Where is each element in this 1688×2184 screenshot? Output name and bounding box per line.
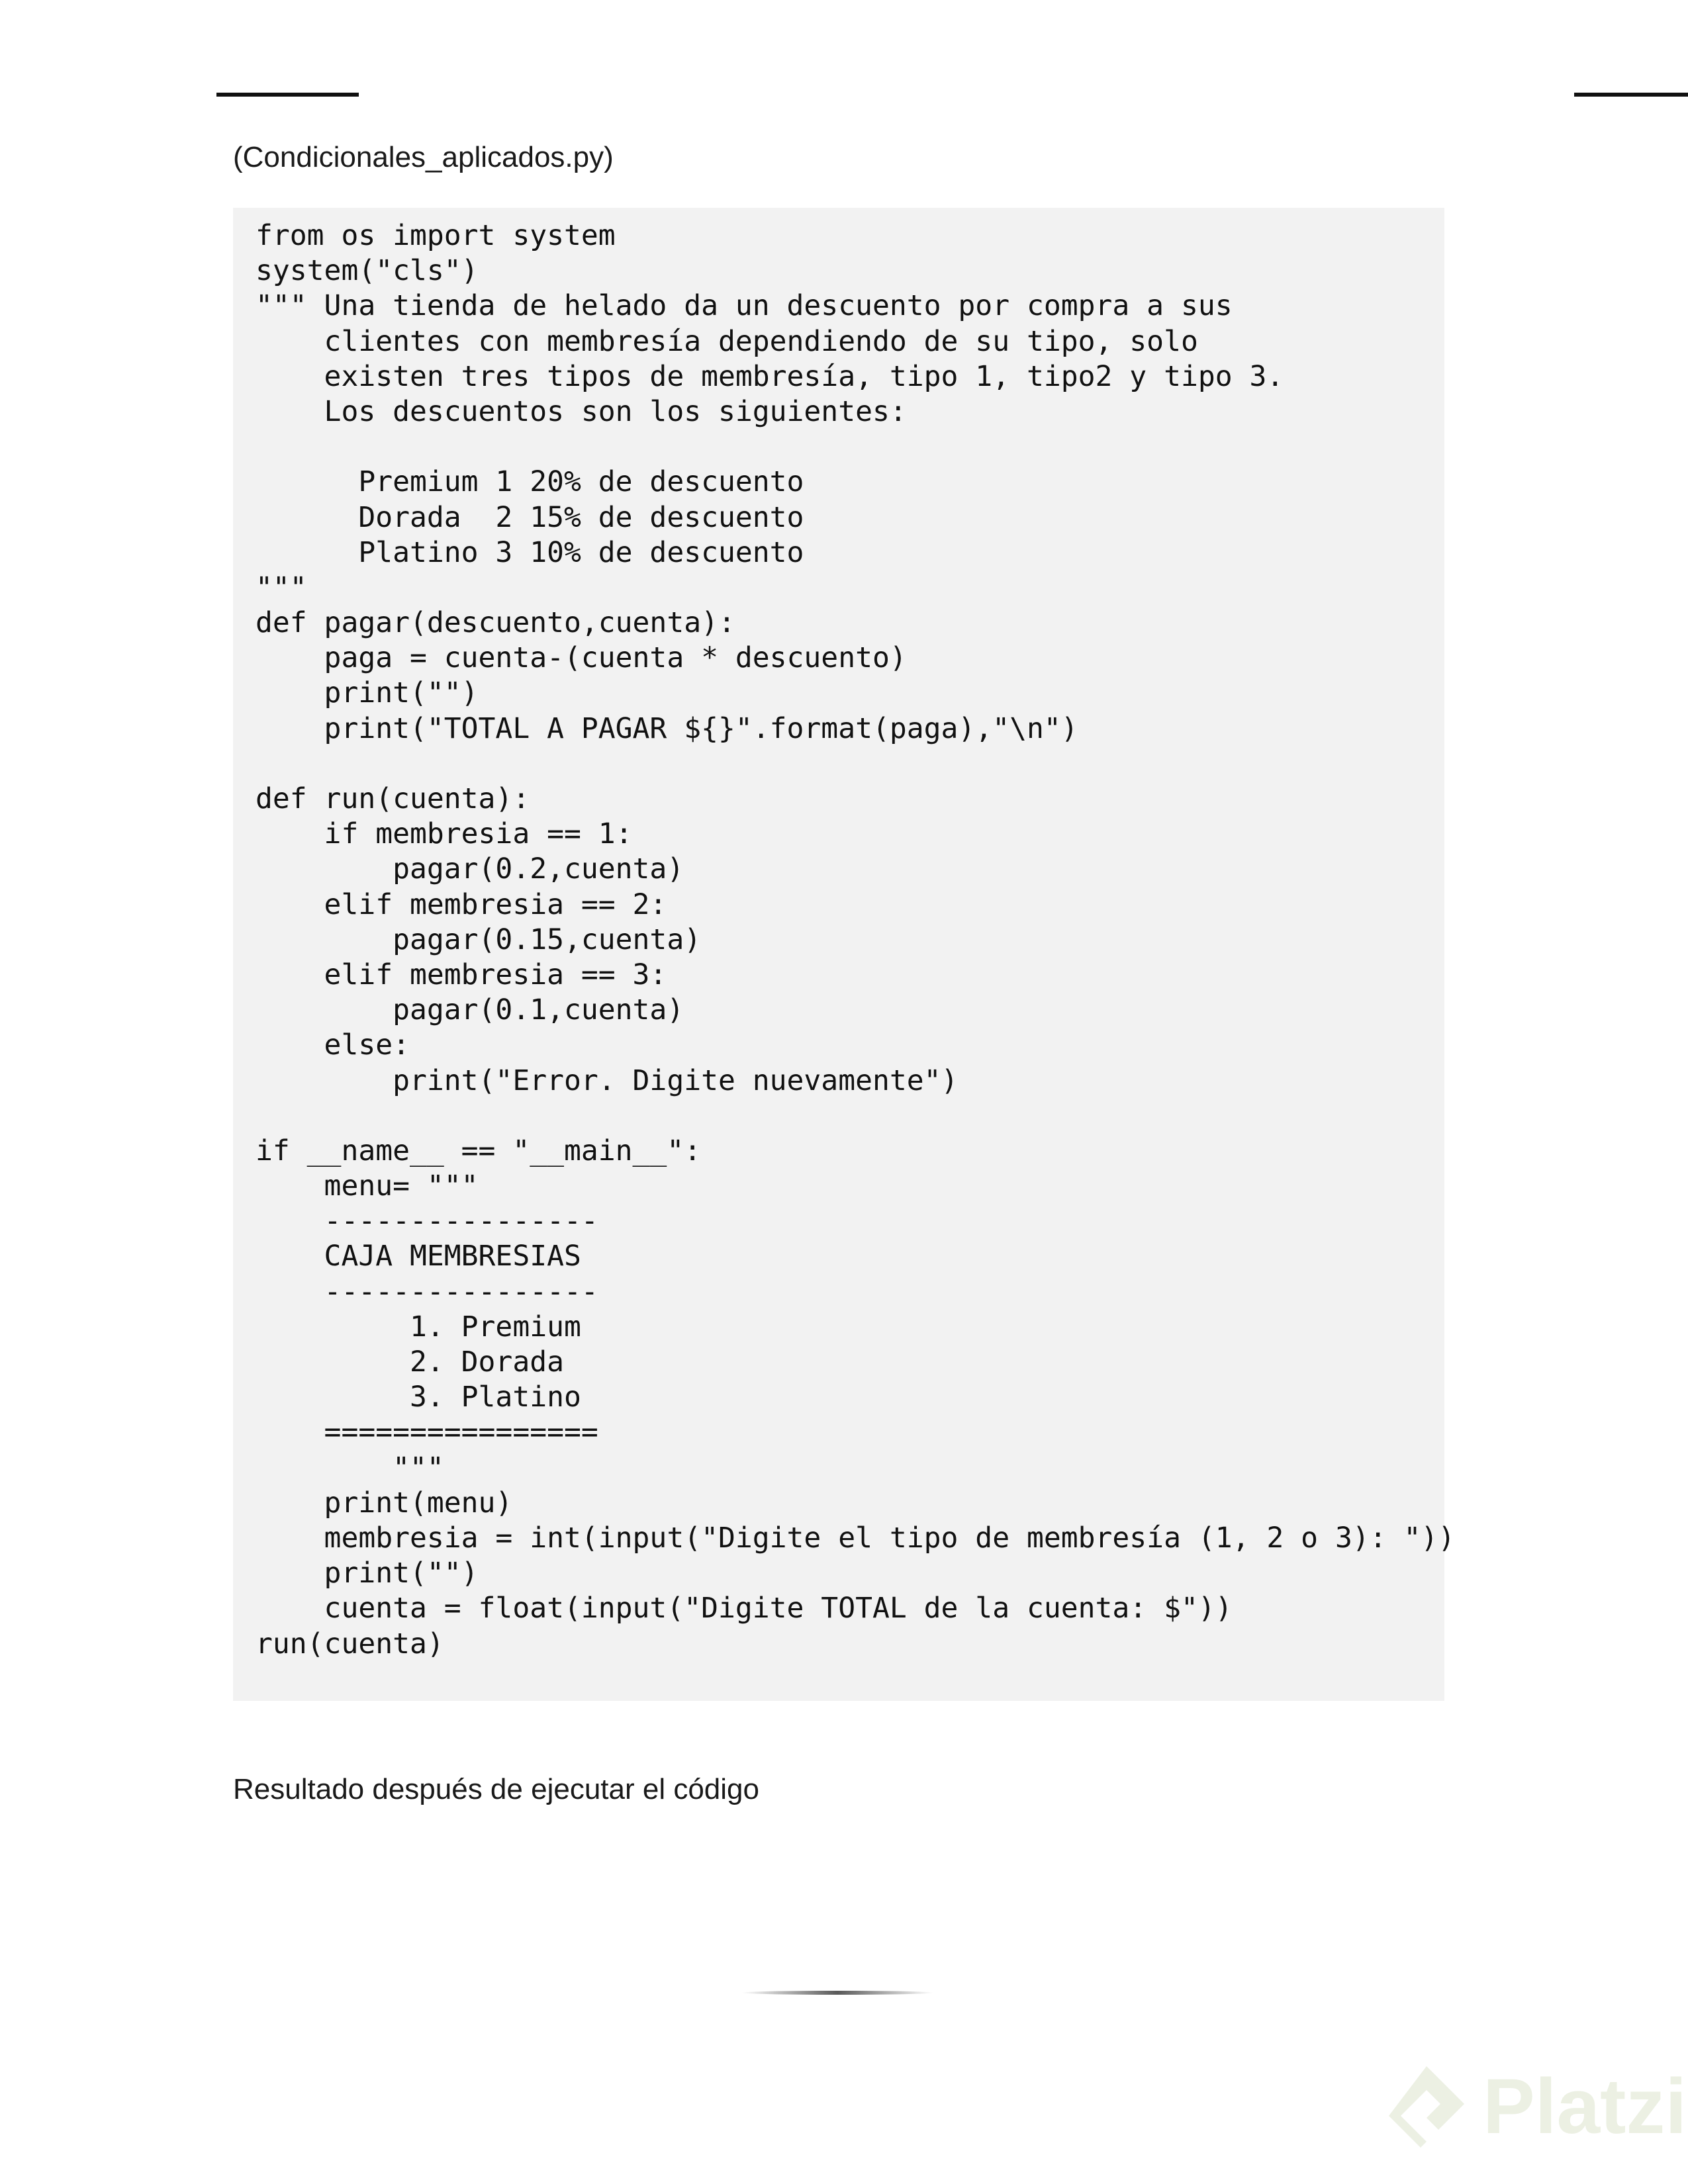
code-line: """ Una tienda de helado da un descuento por compra a sus	[256, 289, 1233, 323]
code-line: from os import system	[256, 219, 616, 252]
code-line: Dorada 2 15% de descuento	[256, 500, 804, 534]
code-line: def run(cuenta):	[256, 782, 530, 815]
code-line: else:	[256, 1028, 410, 1062]
code-line	[256, 747, 1444, 782]
header-rule-right	[1574, 93, 1688, 97]
code-line: 3. Platino	[256, 1381, 581, 1414]
code-line: ----------------	[256, 1205, 598, 1238]
code-line	[256, 430, 1444, 465]
code-line: paga = cuenta-(cuenta * descuento)	[256, 641, 907, 675]
code-line: if membresia == 1:	[256, 817, 633, 851]
code-line: print("")	[256, 676, 479, 710]
code-line: 2. Dorada	[256, 1345, 564, 1379]
code-line: pagar(0.15,cuenta)	[256, 923, 702, 956]
code-line: if __name__ == "__main__":	[256, 1134, 702, 1167]
filename-label: (Condicionales_aplicados.py)	[233, 141, 614, 173]
code-line: pagar(0.2,cuenta)	[256, 852, 684, 886]
code-line: pagar(0.1,cuenta)	[256, 993, 684, 1027]
code-line: ----------------	[256, 1275, 598, 1308]
code-line: elif membresia == 3:	[256, 958, 667, 991]
code-line: clientes con membresía dependiendo de su tipo, solo	[256, 324, 1198, 358]
code-line: """	[256, 1451, 444, 1484]
code-line: CAJA MEMBRESIAS	[256, 1240, 581, 1273]
code-block	[233, 208, 1456, 1701]
platzi-watermark	[1377, 2052, 1687, 2164]
platzi-logo-icon	[1377, 2058, 1476, 2158]
code-line: Los descuentos son los siguientes:	[256, 394, 907, 428]
code-line: print("TOTAL A PAGAR ${}".format(paga),"\n")	[256, 711, 1078, 745]
page-divider	[741, 1991, 933, 1995]
code-line: Premium 1 20% de descuento	[256, 465, 804, 499]
code-line: print(menu)	[256, 1486, 513, 1520]
code-line: cuenta = float(input("Digite TOTAL de la cuenta: $"))	[256, 1592, 1233, 1625]
platzi-watermark-text: Platzi	[1483, 2063, 1687, 2150]
code-line: """	[256, 570, 307, 604]
code-line: elif membresia == 2:	[256, 887, 667, 921]
header-rule-left	[216, 93, 359, 97]
code-line: run(cuenta)	[256, 1627, 444, 1661]
code-line: membresia = int(input("Digite el tipo de membresía (1, 2 o 3): "))	[256, 1521, 1456, 1555]
code-line	[256, 1099, 1444, 1134]
code-line: 1. Premium	[256, 1310, 581, 1343]
code-line: system("cls")	[256, 254, 479, 288]
code-line: menu= """	[256, 1169, 479, 1203]
code-line: Platino 3 10% de descuento	[256, 535, 804, 569]
code-line: def pagar(descuento,cuenta):	[256, 606, 735, 640]
code-line: ================	[256, 1416, 598, 1449]
result-caption: Resultado después de ejecutar el código	[233, 1773, 759, 1805]
code-line: existen tres tipos de membresía, tipo 1, tipo2 y tipo 3.	[256, 359, 1284, 393]
code-line: print("")	[256, 1557, 479, 1590]
code-line: print("Error. Digite nuevamente")	[256, 1064, 959, 1097]
